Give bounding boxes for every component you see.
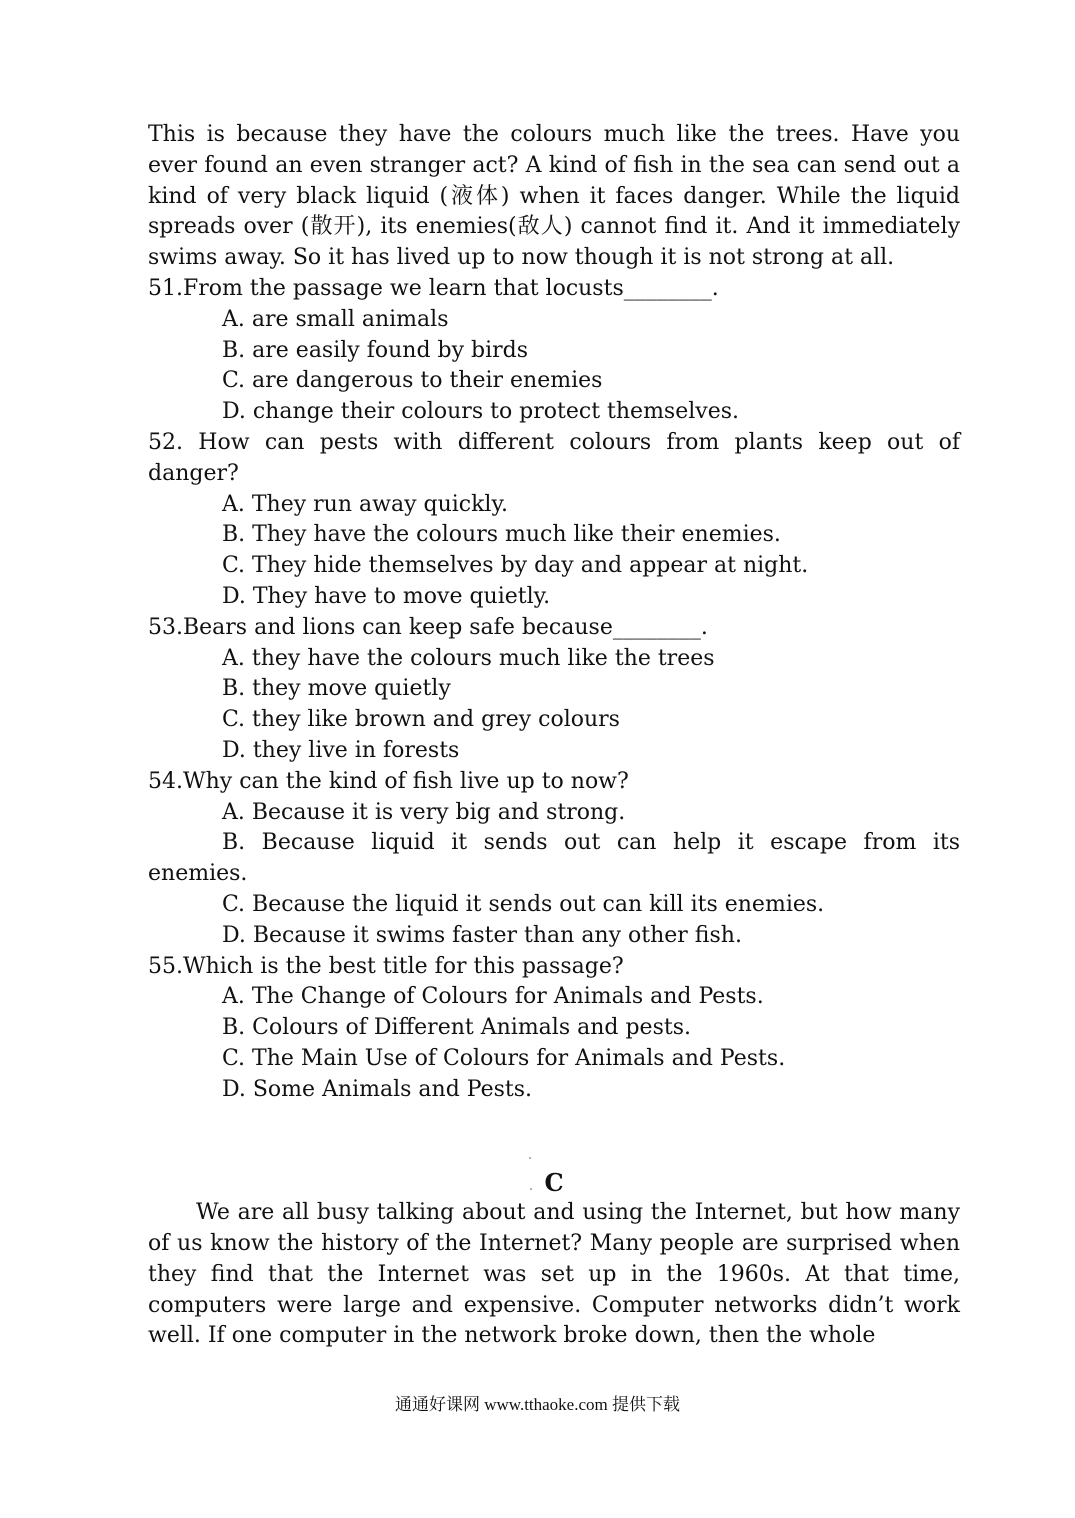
question-52-option-b: B. They have the colours much like their enemies. [222,522,781,548]
page-content [148,120,960,1352]
question-54-option-a: A. Because it is very big and strong. [222,799,626,825]
question-51-option-a: A. are small animals [222,306,449,332]
stray-dot [530,1188,532,1190]
section-c-paragraph: We are all busy talking about and using the Internet, but how many of us know the history of the Internet? Many people are surprised when they find that the Internet was set up in the 1960s. At that time, computers were large and expensive. Computer networks didn’t work well. If one computer in the network broke down, then the whole [148,1200,960,1349]
question-54-option-c: C. Because the liquid it sends out can kill its enemies. [222,891,825,917]
question-52-option-c: C. They hide themselves by day and appear at night. [222,553,809,579]
question-53-option-a: A. they have the colours much like the trees [222,645,715,671]
section-spacer [148,1106,960,1168]
question-51-option-d: D. change their colours to protect themselves. [222,399,740,425]
question-54-option-d: D. Because it swims faster than any other fish. [222,922,742,948]
question-51-stem: 51.From the passage we learn that locusts________. [148,275,719,301]
question-53-option-b: B. they move quietly [222,676,451,702]
question-54-option-b: B. Because liquid it sends out can help it escape from its enemies. [148,830,960,887]
page-footer: 通通好课网 www.tthaoke.com 提供下载 [394,1395,681,1414]
question-51-option-b: B. are easily found by birds [222,337,529,363]
question-54-stem: 54.Why can the kind of fish live up to now? [148,768,629,794]
stray-dot [529,1157,531,1159]
question-55-option-a: A. The Change of Colours for Animals and Pests. [222,984,764,1010]
question-55-option-c: C. The Main Use of Colours for Animals and Pests. [222,1045,786,1071]
question-55-option-d: D. Some Animals and Pests. [222,1076,533,1102]
question-53-stem: 53.Bears and lions can keep safe because________. [148,614,708,640]
section-c-heading: C [544,1167,564,1197]
question-52-option-a: A. They run away quickly. [222,491,508,517]
question-52-option-d: D. They have to move quietly. [222,583,551,609]
passage-b-continuation: This is because they have the colours much like the trees. Have you ever found an even stranger act? A kind of fish in the sea can send out a kind of very black liquid (液体) when it faces danger. While the liquid spreads over (散开), its enemies(敌人) cannot find it. And it immediately swims away. So it has lived up to now though it is not strong at all. [148,122,960,271]
question-53-option-d: D. they live in forests [222,737,460,763]
question-52-stem: 52. How can pests with different colours from plants keep out of danger? [148,429,960,486]
question-55-option-b: B. Colours of Different Animals and pests. [222,1015,691,1041]
question-55-stem: 55.Which is the best title for this passage? [148,953,624,979]
question-51-option-c: C. are dangerous to their enemies [222,368,603,394]
question-53-option-c: C. they like brown and grey colours [222,707,620,733]
